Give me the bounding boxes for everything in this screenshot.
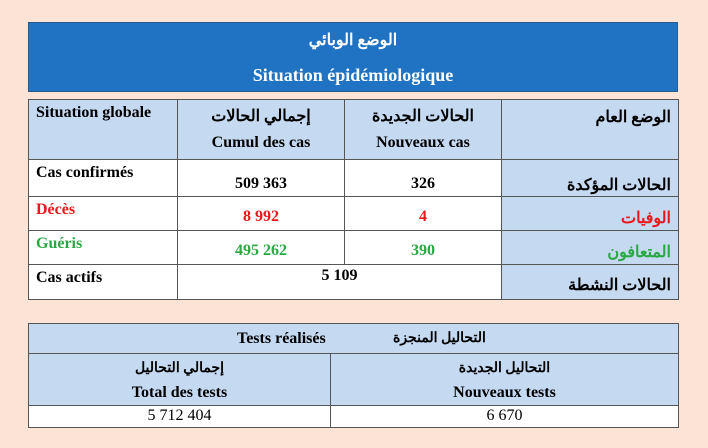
new-value: 4 <box>345 197 502 231</box>
table-row <box>29 265 679 300</box>
row-label-fr: Guéris <box>29 231 178 265</box>
total-tests-value: 5 712 404 <box>29 406 331 428</box>
new-value: 326 <box>345 160 502 197</box>
row-label-ar: الوفيات <box>502 197 679 231</box>
cumul-value: 8 992 <box>178 197 345 231</box>
tests-title-row <box>29 324 679 354</box>
title-french: Situation épidémiologique <box>252 65 454 85</box>
header-new: الحالات الجديدة Nouveaux cas <box>345 100 502 160</box>
row-label-ar: الحالات المؤكدة <box>502 160 679 197</box>
page-header <box>28 22 678 92</box>
tests-header-row <box>29 354 679 406</box>
row-label-fr: Cas confirmés <box>29 160 178 197</box>
tests-table <box>28 323 679 428</box>
header-new-tests: التحاليل الجديدة Nouveaux tests <box>331 354 679 406</box>
header-cumul: إجمالي الحالات Cumul des cas <box>178 100 345 160</box>
cumul-value: 495 262 <box>178 231 345 265</box>
table-header-row <box>29 100 679 160</box>
header-global-ar: الوضع العام <box>502 100 679 160</box>
tests-values-row <box>29 406 679 428</box>
row-label-fr: Cas actifs <box>29 265 178 300</box>
active-cases-value: 5 109 <box>178 265 502 300</box>
tests-title: Tests réalisés التحاليل المنجزة <box>29 324 679 354</box>
table-row <box>29 231 679 265</box>
new-value: 390 <box>345 231 502 265</box>
row-label-fr: Décès <box>29 197 178 231</box>
title-arabic: الوضع الوبائي <box>308 32 398 49</box>
situation-table <box>28 99 679 300</box>
row-label-ar: المتعافون <box>502 231 679 265</box>
cumul-value: 509 363 <box>178 160 345 197</box>
header-total-tests: إجمالي التحاليل Total des tests <box>29 354 331 406</box>
row-label-ar: الحالات النشطة <box>502 265 679 300</box>
new-tests-value: 6 670 <box>331 406 679 428</box>
table-row <box>29 160 679 197</box>
header-global-fr: Situation globale <box>29 100 178 160</box>
table-row <box>29 197 679 231</box>
